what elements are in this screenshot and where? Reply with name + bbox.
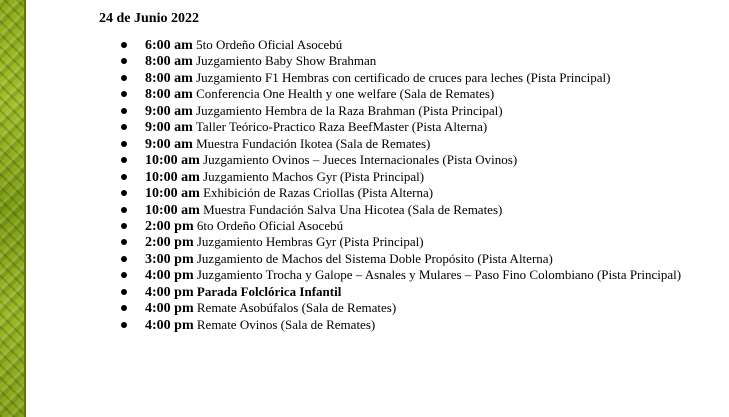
- bullet-icon: [121, 42, 127, 48]
- schedule-description: Muestra Fundación Ikotea (Sala de Remates): [196, 135, 431, 151]
- bullet-icon: [121, 141, 127, 147]
- bullet-icon: [121, 207, 127, 213]
- schedule-time: 4:00 pm: [145, 301, 194, 317]
- bullet-icon: [121, 75, 127, 81]
- schedule-time: 10:00 am: [145, 202, 200, 218]
- schedule-description: Juzgamiento de Machos del Sistema Doble Propósito (Pista Alterna): [196, 250, 553, 266]
- schedule-item: [118, 152, 688, 168]
- schedule-description: Juzgamiento Trocha y Galope – Asnales y Mulares – Paso Fino Colombiano (Pista Principal): [196, 267, 682, 283]
- bullet-icon: [121, 157, 127, 163]
- date-heading: 24 de Junio 2022: [99, 11, 199, 26]
- schedule-item: [118, 169, 688, 185]
- schedule-time: 8:00 am: [145, 54, 193, 70]
- schedule-time: 10:00 am: [145, 169, 200, 185]
- bullet-icon: [121, 174, 127, 180]
- schedule-description: 5to Ordeño Oficial Asocebú: [196, 37, 343, 52]
- schedule-description: Juzgamiento Ovinos – Jueces Internacionales (Pista Ovinos): [203, 152, 518, 168]
- schedule-item: [118, 267, 688, 283]
- bullet-icon: [121, 124, 127, 130]
- schedule-time: 2:00 pm: [145, 235, 194, 251]
- schedule-item: [118, 53, 688, 69]
- schedule-time: 4:00 pm: [145, 268, 194, 284]
- schedule-time: 6:00 am: [145, 38, 193, 53]
- schedule-item: [118, 284, 688, 300]
- schedule-time: 9:00 am: [145, 136, 193, 152]
- schedule-item: [118, 70, 688, 86]
- bullet-icon: [121, 91, 127, 97]
- schedule-description: Exhibición de Razas Criollas (Pista Alterna): [203, 185, 434, 201]
- schedule-description: Juzgamiento Machos Gyr (Pista Principal): [203, 168, 425, 184]
- bullet-icon: [121, 223, 127, 229]
- bullet-icon: [121, 58, 127, 64]
- schedule-item: [118, 37, 688, 53]
- schedule-description: 6to Ordeño Oficial Asocebú: [196, 217, 344, 233]
- schedule-item: [118, 103, 688, 119]
- bullet-icon: [121, 108, 127, 114]
- schedule-time: 2:00 pm: [145, 218, 194, 234]
- schedule-description: Conferencia One Health y one welfare (Sala de Remates): [196, 86, 495, 102]
- schedule-time: 4:00 pm: [145, 284, 194, 300]
- schedule-item: [118, 251, 688, 267]
- schedule-time: 10:00 am: [145, 153, 200, 169]
- schedule-item: [118, 300, 688, 316]
- schedule-list: [118, 37, 688, 333]
- schedule-description: Juzgamiento F1 Hembras con certificado de cruces para leches (Pista Principal): [196, 69, 611, 85]
- schedule-description: Juzgamiento Baby Show Brahman: [196, 53, 377, 69]
- schedule-time: 8:00 am: [145, 70, 193, 86]
- schedule-description: Parada Folclórica Infantil: [196, 283, 342, 299]
- schedule-description: Muestra Fundación Salva Una Hicotea (Sala de Remates): [203, 201, 503, 217]
- schedule-description: Remate Ovinos (Sala de Remates): [196, 316, 376, 332]
- schedule-description: Remate Asobúfalos (Sala de Remates): [196, 300, 397, 316]
- schedule-time: 9:00 am: [145, 120, 193, 136]
- bullet-icon: [121, 289, 127, 295]
- bullet-icon: [121, 190, 127, 196]
- schedule-time: 10:00 am: [145, 186, 200, 202]
- schedule-item: [118, 86, 688, 102]
- schedule-item: [118, 136, 688, 152]
- bullet-icon: [121, 272, 127, 278]
- schedule-item: [118, 119, 688, 135]
- schedule-time: 9:00 am: [145, 103, 193, 119]
- bullet-icon: [121, 256, 127, 262]
- bullet-icon: [121, 239, 127, 245]
- schedule-item: [118, 202, 688, 218]
- schedule-time: 3:00 pm: [145, 251, 194, 267]
- schedule-item: [118, 234, 688, 250]
- schedule-item: [118, 218, 688, 234]
- bullet-icon: [121, 305, 127, 311]
- schedule-item: [118, 317, 688, 333]
- schedule-description: Juzgamiento Hembras Gyr (Pista Principal): [196, 234, 424, 250]
- schedule-item: [118, 185, 688, 201]
- schedule-time: 4:00 pm: [145, 317, 194, 333]
- schedule-description: Juzgamiento Hembra de la Raza Brahman (Pista Principal): [196, 102, 503, 118]
- schedule-time: 8:00 am: [145, 87, 193, 103]
- decorative-side-strip: [0, 0, 26, 417]
- bullet-icon: [121, 322, 127, 328]
- schedule-description: Taller Teórico-Practico Raza BeefMaster (Pista Alterna): [195, 119, 488, 135]
